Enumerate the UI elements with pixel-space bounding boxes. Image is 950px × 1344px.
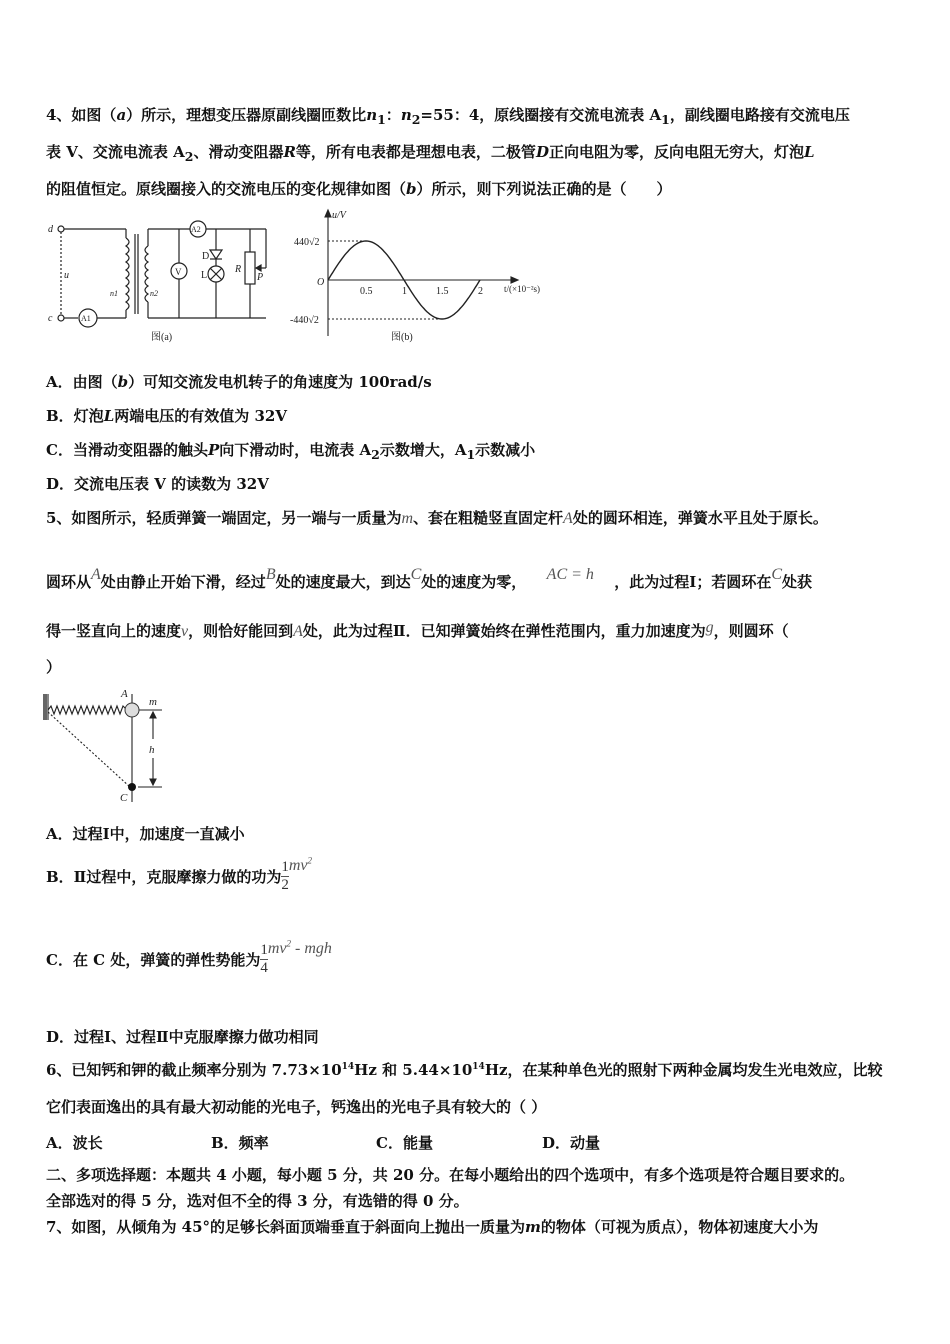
fig-q5-A: A — [121, 688, 128, 700]
fig-b-ymin: -440√2 — [290, 315, 319, 326]
q4-option-d[interactable]: D．交流电压表 V 的读数为 32V — [46, 475, 269, 493]
q6-option-c[interactable]: C．能量 — [376, 1134, 433, 1152]
q6-option-b[interactable]: B．频率 — [211, 1134, 269, 1152]
fig-b-tick-1: 1 — [402, 286, 407, 297]
q6-option-d[interactable]: D．动量 — [542, 1134, 601, 1152]
fig-b-tick-2: 2 — [478, 286, 483, 297]
fig-b-ylabel: u/V — [332, 210, 346, 221]
section2-heading-line1: 二、多项选择题：本题共 4 小题，每小题 5 分，共 20 分。在每小题给出的四个选项中，有多个选项是符合题目要求的。 — [46, 1166, 855, 1184]
fig-a-terminal-c: c — [48, 313, 53, 324]
q6-stem-line2: 它们表面逸出的具有最大初动能的光电子，钙逸出的光电子具有较大的（ ） — [46, 1098, 547, 1116]
fig-a-D: D — [202, 251, 210, 262]
q4-stem-line1: 4、如图（a）所示，理想变压器原副线圈匝数比$n_1$：$n_2=55$：4，原线圈接有交流电流表 $A_1$，副线圈电路接有交流电压 — [46, 106, 850, 127]
q5-stem-line3: 得一竖直向上的速度v，则恰好能回到A处，此为过程Ⅱ．已知弹簧始终在弹性范围内，重力加速度为g，则圆环（ — [46, 619, 789, 640]
fig-a-L: L — [201, 270, 208, 281]
q5-option-d[interactable]: D．过程Ⅰ、过程Ⅱ中克服摩擦力做功相同 — [46, 1028, 319, 1046]
q4-option-a[interactable]: A．由图（b）可知交流发电机转子的角速度为 100rad/s — [46, 373, 432, 391]
q4-option-b[interactable]: B．灯泡L两端电压的有效值为 32V — [46, 407, 287, 425]
fig-a-R: R — [235, 264, 242, 275]
q5-figure-spring-ring — [40, 684, 170, 808]
fig-b-xlabel: t/(×10⁻²s) — [504, 284, 541, 294]
q4-stem-line2: 表 V、交流电流表 $A_2$、滑动变阻器R等，所有电表都是理想电表，二极管D正向电阻为零，反向电阻无穷大，灯泡L — [46, 143, 815, 164]
q5-stem-line4: ） — [46, 658, 62, 676]
section2-heading-line2: 全部选对的得 5 分，选对但不全的得 3 分，有选错的得 0 分。 — [46, 1192, 469, 1210]
fig-b-tick-1.5: 1.5 — [436, 286, 449, 297]
fig-a-terminal-d: d — [48, 224, 53, 235]
q5-option-a[interactable]: A．过程Ⅰ中，加速度一直减小 — [46, 825, 245, 843]
q5-stem-line2: 圆环从A处由静止开始下滑，经过B处的速度最大，到达C处的速度为零， AC = h ，此为过程Ⅰ；若圆环在C处获 — [46, 566, 813, 591]
fig-q5-m: m — [149, 696, 157, 708]
q5-stem-line1: 5、如图所示，轻质弹簧一端固定，另一端与一质量为m、套在粗糙竖直固定杆A处的圆环相连，弹簧水平且处于原长。 — [46, 509, 828, 527]
fig-a-A2: A2 — [191, 225, 201, 234]
q7-stem-line1: 7、如图，从倾角为 45°的足够长斜面顶端垂直于斜面向上抛出一质量为m的物体（可视为质点），物体初速度大小为 — [46, 1218, 819, 1236]
fig-q5-h: h — [149, 744, 155, 756]
q4-stem-line3: 的阻值恒定。原线圈接入的交流电压的变化规律如图（b）所示，则下列说法正确的是（ ） — [46, 180, 672, 198]
fig-a-n2: n2 — [150, 289, 158, 298]
fig-b-ymax: 440√2 — [294, 237, 320, 248]
q4-figure-b-waveform — [288, 206, 558, 346]
fig-b-caption: 图(b) — [391, 332, 413, 343]
q4-option-c[interactable]: C．当滑动变阻器的触头P向下滑动时，电流表 $A_2$示数增大，$A_1$示数减小 — [46, 441, 536, 462]
q5-option-c[interactable]: C．在 C 处，弹簧的弹性势能为 $\frac{1}{4}$ $mv^2$ - mgh — [46, 939, 332, 976]
fig-a-n1: n1 — [110, 289, 118, 298]
fig-a-u: u — [64, 270, 69, 281]
q4-figure-a-circuit — [44, 218, 276, 346]
fig-a-P: P — [257, 272, 264, 283]
fig-a-V: V — [175, 267, 182, 277]
fig-a-caption: 图(a) — [151, 332, 173, 343]
fig-b-tick-0.5: 0.5 — [360, 286, 373, 297]
fig-q5-C: C — [120, 792, 128, 804]
q6-option-a[interactable]: A．波长 — [46, 1134, 103, 1152]
q5-option-b[interactable]: B．Ⅱ过程中，克服摩擦力做的功为 $\frac{1}{2}$ $mv^2$ — [46, 856, 312, 893]
q6-stem-line1: 6、已知钙和钾的截止频率分别为 $7.73\times 10^{14}Hz$ 和 $5.44\times 10^{14}Hz$，在某种单色光的照射下两种金属均发生光电效应，比较 — [46, 1061, 883, 1079]
fig-b-origin: O — [317, 277, 325, 288]
fig-a-A1: A1 — [81, 314, 91, 323]
